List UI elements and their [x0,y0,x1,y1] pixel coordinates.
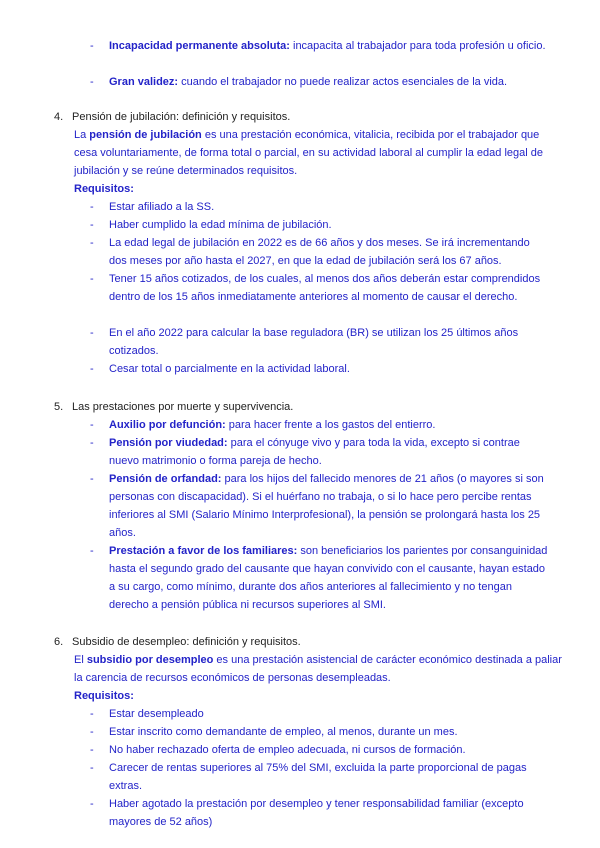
term: Auxilio por defunción: [109,419,226,431]
section-heading [54,633,554,651]
list-bullet: - [90,762,94,774]
definition: para los hijos del fallecido menores de 21 años (o mayores si son personas con discapacidad). Si el huérfano no trabaja, o si lo hace pero percibe rentas inferiores al SMI (Salario Mínimo Interprofesional), la pensión se prolongará hasta los 25 años. [109,473,544,539]
list-item: - No haber rechazado oferta de empleo adecuada, ni cursos de formación. [90,741,550,759]
list-item: - Tener 15 años cotizados, de los cuales, al menos dos años deberán estar comprendidos dentro de los 15 años inmediatamente anteriores al momento de causar el derecho. [90,270,550,306]
list-bullet: - [90,76,94,88]
term: Prestación a favor de los familiares: [109,545,298,557]
definition: cuando el trabajador no puede realizar actos esenciales de la vida. [178,76,508,88]
list-item [90,416,550,434]
term: Pensión de orfandad: [109,473,222,485]
list-item [90,434,550,470]
definition: para hacer frente a los gastos del entierro. [225,419,436,431]
list-item [90,73,550,91]
list-bullet: - [90,545,94,557]
requirements-label: Requisitos: [74,690,134,702]
list-bullet: - [90,237,94,249]
list-bullet: - [90,726,94,738]
section-number: 6. [54,636,64,648]
list-bullet: - [90,744,94,756]
section-number: 5. [54,401,64,413]
key-term: subsidio por desempleo [86,654,214,666]
section-intro: La pensión de jubilación es una prestación económica, vitalicia, recibida por el trabajador que cesa voluntariamente, de forma total o parcial, en su actividad laboral al cumplir la edad legal de jubilación y se reúne determinados requisitos. [74,129,543,177]
key-term: pensión de jubilación [89,129,202,141]
list-item: - Cesar total o parcialmente en la actividad laboral. [90,360,550,378]
definition: incapacita al trabajador para toda profesión u oficio. [289,40,546,52]
list-item [90,542,550,614]
list-bullet: - [90,473,94,485]
list-item: - Estar desempleado [90,705,550,723]
list-bullet: - [90,708,94,720]
list-item [90,470,550,542]
list-item: - En el año 2022 para calcular la base reguladora (BR) se utilizan los 25 últimos años cotizados. [90,324,550,360]
list-bullet: - [90,40,94,52]
section-title: Subsidio de desempleo: definición y requisitos. [72,636,301,648]
section-title: Las prestaciones por muerte y supervivencia. [72,401,294,413]
list-item: - Estar inscrito como demandante de empleo, al menos, durante un mes. [90,723,550,741]
list-item [90,37,550,55]
term: Gran validez: [109,76,179,88]
list-item: - Haber agotado la prestación por desempleo y tener responsabilidad familiar (excepto mayores de 52 años) [90,795,550,831]
list-bullet: - [90,273,94,285]
section-title: Pensión de jubilación: definición y requisitos. [72,111,291,123]
term: Incapacidad permanente absoluta: [109,40,290,52]
section-heading [54,398,554,416]
list-bullet: - [90,363,94,375]
requirements-label: Requisitos: [74,183,134,195]
definition: son beneficiarios los parientes por consanguinidad hasta el segundo grado del causante que hayan convivido con el causante, hayan estado a su cargo, como mínimo, durante dos años anteriores al fallecimiento y no tengan derecho a pensión pública ni recursos superiores al SMI. [109,545,548,611]
list-bullet: - [90,219,94,231]
list-item: - Haber cumplido la edad mínima de jubilación. [90,216,550,234]
list-bullet: - [90,798,94,810]
section-intro: El subsidio por desempleo es una prestación asistencial de carácter económico destinada a paliar la carencia de recursos económicos de personas desempleadas. [74,654,562,684]
section-heading [54,108,554,126]
list-bullet: - [90,327,94,339]
list-item: - Carecer de rentas superiores al 75% del SMI, excluida la parte proporcional de pagas extras. [90,759,550,795]
list-bullet: - [90,437,94,449]
definition: para el cónyuge vivo y para toda la vida, excepto si contrae nuevo matrimonio o forma pareja de hecho. [109,437,520,467]
section-number: 4. [54,111,64,123]
list-item: - Estar afiliado a la SS. [90,198,550,216]
list-item: - La edad legal de jubilación en 2022 es de 66 años y dos meses. Se irá incrementando dos meses por año hasta el 2027, en que la edad de jubilación será los 67 años. [90,234,550,270]
term: Pensión por viudedad: [109,437,228,449]
list-bullet: - [90,419,94,431]
list-bullet: - [90,201,94,213]
